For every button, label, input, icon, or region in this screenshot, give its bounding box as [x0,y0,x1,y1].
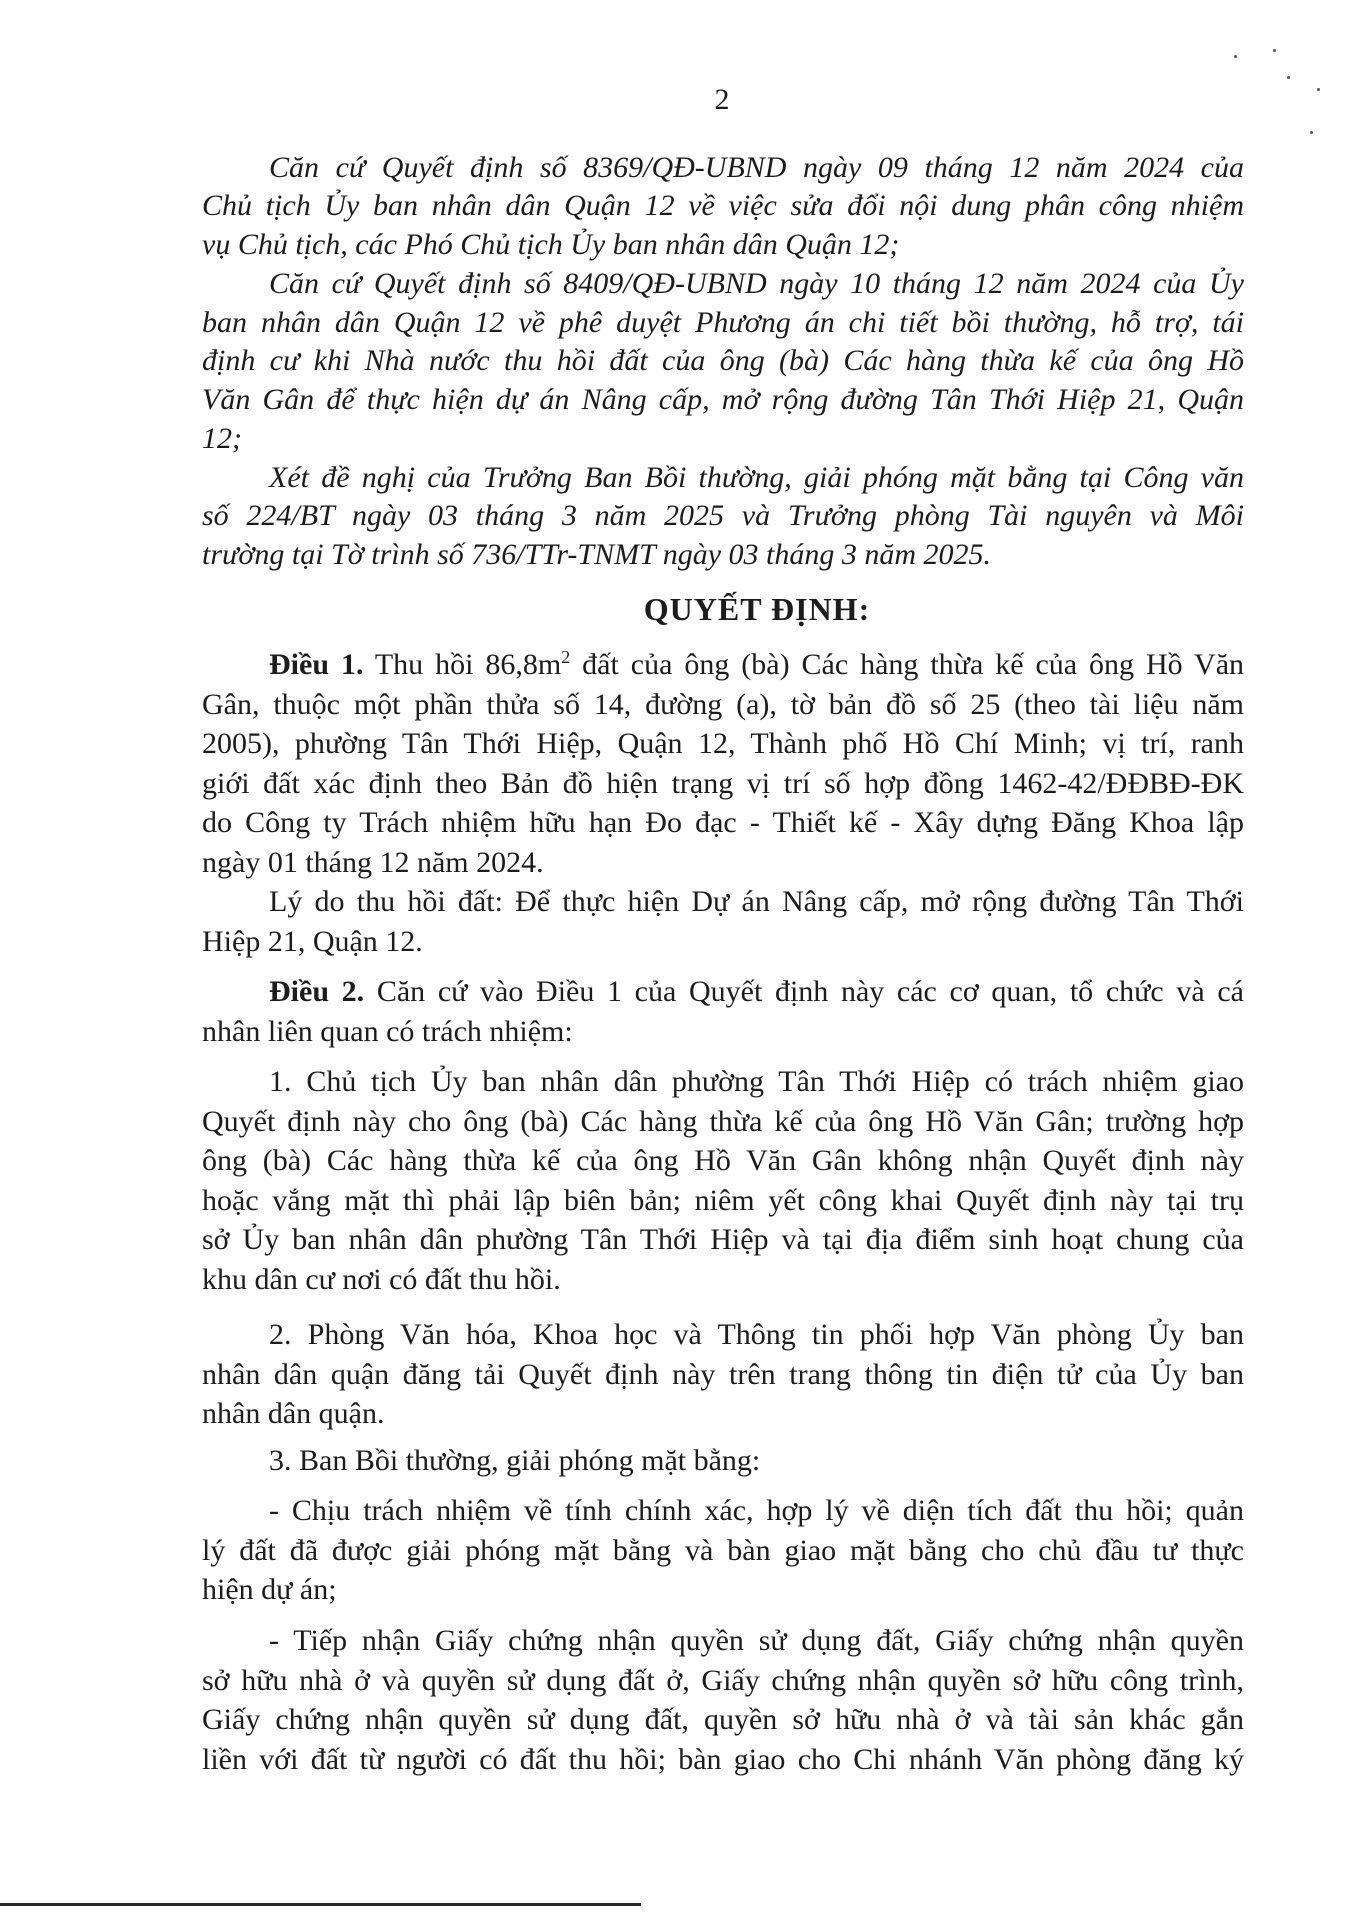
text-line: nhân dân quận. [202,1397,385,1431]
text-line: - Chịu trách nhiệm về tính chính xác, hợp lý về diện tích đất thu hồi; quản [269,1494,1244,1528]
text-run: Thu hồi 86,8m [363,648,562,682]
text-line: giới đất xác định theo Bản đồ hiện trạng vị trí số hợp đồng 1462-42/ĐĐBĐ-ĐK [202,766,1244,800]
text-line: hoặc vắng mặt thì phải lập biên bản; niêm yết công khai Quyết định này tại trụ [202,1183,1244,1217]
text-line: ban nhân dân Quận 12 về phê duyệt Phương án chi tiết bồi thường, hỗ trợ, tái [202,305,1244,339]
scan-speck [1234,55,1237,58]
text-line: nhân dân quận đăng tải Quyết định này trên trang thông tin điện tử của Ủy ban [202,1357,1244,1391]
text-line: định cư khi Nhà nước thu hồi đất của ông (bà) Các hàng thừa kế của ông Hồ [202,344,1244,378]
scan-speck [1273,49,1276,52]
text-line: sở Ủy ban nhân dân phường Tân Thới Hiệp và tại địa điểm sinh hoạt chung của [202,1223,1244,1257]
text-line: Hiệp 21, Quận 12. [202,924,423,958]
text-run: Căn cứ vào Điều 1 của Quyết định này các cơ quan, tổ chức và cá [364,975,1245,1009]
scan-speck [1317,88,1320,91]
text-line: hiện dự án; [202,1573,337,1607]
text-line: 3. Ban Bồi thường, giải phóng mặt bằng: [269,1444,761,1478]
text-line: 2005), phường Tân Thới Hiệp, Quận 12, Thành phố Hồ Chí Minh; vị trí, ranh [202,727,1244,761]
text-line: Căn cứ Quyết định số 8369/QĐ-UBND ngày 09 tháng 12 năm 2024 của [269,150,1244,184]
area-unit-superscript: 2 [561,647,571,668]
text-line: vụ Chủ tịch, các Phó Chủ tịch Ủy ban nhân dân Quận 12; [202,228,900,262]
text-line: trường tại Tờ trình số 736/TTr-TNMT ngày 03 tháng 3 năm 2025. [202,538,992,572]
text-line: liền với đất từ người có đất thu hồi; bàn giao cho Chi nhánh Văn phòng đăng ký [202,1742,1244,1776]
text-line: 1. Chủ tịch Ủy ban nhân dân phường Tân Thới Hiệp có trách nhiệm giao [269,1065,1244,1099]
text-line: ông (bà) Các hàng thừa kế của ông Hồ Văn Gân không nhận Quyết định này [202,1144,1244,1178]
text-line: ngày 01 tháng 12 năm 2024. [202,845,544,879]
text-line: Văn Gân để thực hiện dự án Nâng cấp, mở rộng đường Tân Thới Hiệp 21, Quận [202,383,1244,417]
article-2-paragraph [202,972,1244,1051]
preamble-paragraph-3 [202,459,1244,575]
bullet-item-2 [202,1621,1244,1779]
text-line: Căn cứ Quyết định số 8409/QĐ-UBND ngày 10 tháng 12 năm 2024 của Ủy [269,266,1244,300]
text-run: đất của ông (bà) Các hàng thừa kế của ông Hồ Văn [570,648,1245,682]
text-line: sở hữu nhà ở và quyền sử dụng đất ở, Giấy chứng nhận quyền sở hữu công trình, [202,1663,1244,1697]
text-line: nhân liên quan có trách nhiệm: [202,1014,573,1048]
text-line: 12; [202,421,242,455]
page-number: 2 [714,83,730,116]
text-line: - Tiếp nhận Giấy chứng nhận quyền sử dụng đất, Giấy chứng nhận quyền [269,1624,1244,1658]
scan-edge-line [0,1903,641,1906]
list-item-3 [202,1441,1244,1481]
text-line: số 224/BT ngày 03 tháng 3 năm 2025 và Trưởng phòng Tài nguyên và Môi [202,499,1244,533]
scan-speck [1287,76,1290,79]
preamble-paragraph-2 [202,265,1244,459]
bullet-item-1 [202,1491,1244,1610]
text-line: Chủ tịch Ủy ban nhân dân Quận 12 về việc sửa đổi nội dung phân công nhiệm [202,189,1244,223]
text-line: Lý do thu hồi đất: Để thực hiện Dự án Nâng cấp, mở rộng đường Tân Thới [269,885,1244,919]
reason-paragraph [202,882,1244,961]
text-line: 2. Phòng Văn hóa, Khoa học và Thông tin phối hợp Văn phòng Ủy ban [269,1318,1244,1352]
text-line: lý đất đã được giải phóng mặt bằng và bàn giao mặt bằng cho chủ đầu tư thực [202,1533,1244,1567]
list-item-1 [202,1062,1244,1299]
text-line: Xét đề nghị của Trưởng Ban Bồi thường, giải phóng mặt bằng tại Công văn [269,460,1244,494]
text-line: khu dân cư nơi có đất thu hồi. [202,1262,561,1296]
article-1-paragraph [202,645,1244,882]
preamble-paragraph-1 [202,149,1244,265]
article-2-first-line [202,972,1244,1012]
text-line: Quyết định này cho ông (bà) Các hàng thừa kế của ông Hồ Văn Gân; trường hợp [202,1104,1244,1138]
text-line: Giấy chứng nhận quyền sử dụng đất, quyền sở hữu nhà ở và tài sản khác gắn [202,1703,1244,1737]
text-line: do Công ty Trách nhiệm hữu hạn Đo đạc - Thiết kế - Xây dựng Đăng Khoa lập [202,806,1244,840]
article-1-first-line [202,645,1244,685]
decision-heading: QUYẾT ĐỊNH: [643,591,871,627]
scan-speck [1310,131,1313,134]
list-item-2 [202,1315,1244,1434]
article-1-label: Điều 1. [269,648,364,682]
article-2-label: Điều 2. [269,975,365,1009]
text-line: Gân, thuộc một phần thửa số 14, đường (a), tờ bản đồ số 25 (theo tài liệu năm [202,687,1244,721]
